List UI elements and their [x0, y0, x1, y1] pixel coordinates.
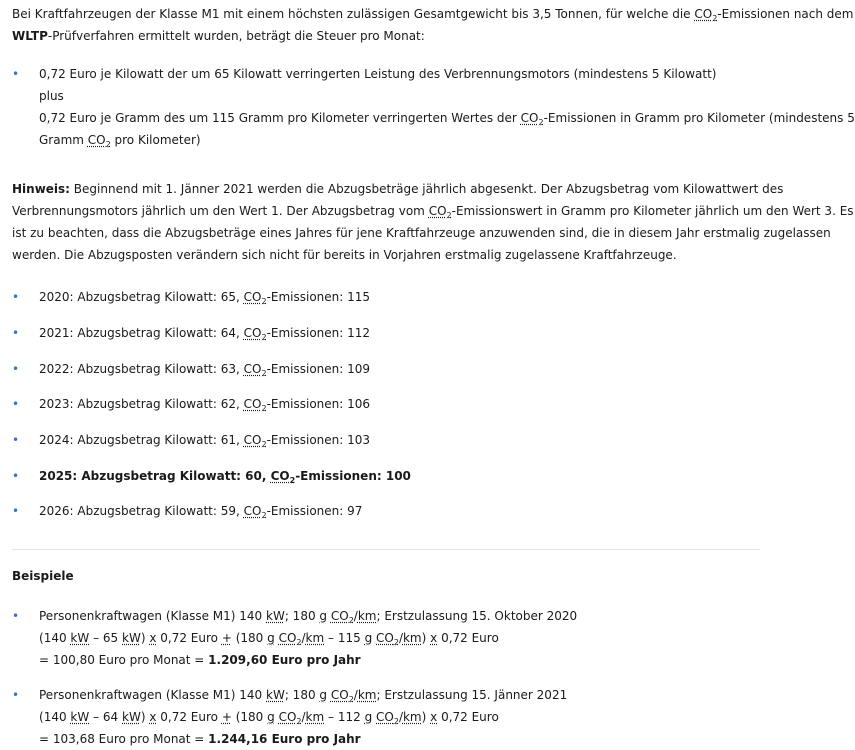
rate-line-kw: 0,72 Euro je Kilowatt der um 65 Kilowatt verringerten Leistung des Verbrennungsmotors (mindestens 5 Kilowatt): [39, 67, 717, 81]
co2-value: 180: [240, 710, 264, 724]
co2-text: CO: [243, 290, 262, 304]
rate-plus: plus: [39, 89, 64, 103]
monthly-result: = 103,68 Euro pro Monat =: [39, 732, 209, 746]
year-emissions: -Emissionen: 106: [266, 397, 371, 411]
km-abbr: km: [305, 631, 325, 645]
year-text: 2026: Abzugsbetrag Kilowatt: 59,: [39, 504, 244, 518]
year-text: 2023: Abzugsbetrag Kilowatt: 62,: [39, 397, 244, 411]
co2-subscript: 2: [261, 440, 267, 449]
co2-abbr: [244, 397, 267, 411]
co2-abbr: [244, 290, 267, 304]
hint-line-4: werden. Die Abzugsposten verändern sich nicht für bereits in Vorjahren erstmalig zugelassene Kraftfahrzeuge.: [12, 248, 677, 262]
section-divider: [12, 549, 760, 550]
times-sign: x: [149, 631, 157, 645]
example-result-line: [39, 728, 760, 750]
example-text: ; 180: [284, 609, 320, 623]
rate-text-4a: Gramm: [39, 133, 88, 147]
intro-text-3: -Prüfverfahren ermittelt wurden, beträgt die Steuer pro Monat:: [47, 29, 425, 43]
gram-abbr: g: [267, 710, 275, 724]
bullet-icon: •: [12, 362, 20, 376]
monthly-result: = 100,80 Euro pro Monat =: [39, 653, 209, 667]
co2-deduction: 115: [337, 631, 361, 645]
year-emissions: -Emissionen: 103: [266, 433, 371, 447]
kw-abbr: kW: [266, 688, 285, 702]
co2-subscript: 2: [538, 118, 544, 127]
year-list-item: [12, 393, 760, 415]
km-abbr: km: [402, 710, 422, 724]
hint-text-2a: Verbrennungsmotors jährlich um den Wert 1. Der Abzugsbetrag vom: [12, 204, 429, 218]
bullet-icon: •: [12, 469, 20, 483]
kw-value: 140: [43, 631, 67, 645]
co2-subscript: 2: [261, 404, 267, 413]
rate-text-3b: -Emissionen in Gramm pro Kilometer (mindestens 5: [543, 111, 855, 125]
example-text: ; 180: [284, 688, 320, 702]
co2-abbr: [244, 433, 267, 447]
rate-value: 0,72 Euro: [160, 631, 218, 645]
example-vehicle-line: Personenkraftwagen (Klasse M1) 140 kW; 180 g $CO_2/km$; Erstzulassung 15. Jänner 2021: [39, 688, 568, 704]
bullet-icon: •: [12, 688, 20, 702]
co2-abbr: [429, 204, 452, 218]
kw-value: 140: [43, 710, 67, 724]
example-text: ; Erstzulassung 15. Jänner 2021: [376, 688, 568, 702]
year-emissions: -Emissionen: 112: [266, 326, 371, 340]
rate-value: 0,72 Euro: [441, 631, 499, 645]
co2-abbr: [279, 710, 302, 724]
kw-abbr: kW: [70, 710, 90, 724]
co2-text: CO: [376, 710, 394, 724]
co2-subscript: 2: [446, 211, 452, 220]
co2-abbr: [88, 133, 111, 147]
co2-text: CO: [243, 504, 262, 518]
co2-subscript: 2: [261, 297, 267, 306]
co2-abbr: [331, 688, 354, 702]
hint-text-1: Beginnend mit 1. Jänner 2021 werden die Abzugsbeträge jährlich abgesenkt. Der Abzugsbetrag vom Kilowattwert des: [69, 182, 784, 196]
co2-text: CO: [243, 433, 262, 447]
km-abbr: km: [357, 609, 377, 623]
co2-text: CO: [87, 133, 106, 147]
rate-text-3a: 0,72 Euro je Gramm des um 115 Gramm pro Kilometer verringerten Wertes der: [39, 111, 521, 125]
hint-text-2b: -Emissionswert in Gramm pro Kilometer jährlich um den Wert 3. Es: [451, 204, 854, 218]
kw-abbr: kW: [266, 609, 285, 623]
co2-text: CO: [243, 326, 262, 340]
bullet-icon: •: [12, 609, 20, 623]
co2-subscript: 2: [261, 369, 267, 378]
year-emissions: -Emissionen: 115: [266, 290, 371, 304]
co2-subscript: 2: [348, 616, 354, 625]
bullet-icon: •: [12, 326, 20, 340]
yearly-result: 1.209,60 Euro pro Jahr: [208, 653, 361, 667]
co2-subscript: 2: [261, 333, 267, 342]
yearly-result: 1.244,16 Euro pro Jahr: [208, 732, 361, 746]
hint-line-3: ist zu beachten, dass die Abzugsbeträge eines Jahres für jene Kraftfahrzeuge anzuwenden sind, die in diesem Jahr erstmalig zugelassen: [12, 226, 831, 240]
kw-deduction: 65: [102, 631, 119, 645]
km-abbr: km: [402, 631, 422, 645]
gram-abbr: g: [319, 609, 328, 623]
plus-sign: +: [221, 631, 232, 645]
year-list-item: [12, 500, 760, 522]
gram-abbr: g: [364, 631, 373, 645]
year-text: 2021: Abzugsbetrag Kilowatt: 64,: [39, 326, 244, 340]
co2-abbr: [244, 326, 267, 340]
year-content: [39, 322, 760, 344]
co2-text: CO: [376, 631, 394, 645]
co2-deduction: 112: [337, 710, 361, 724]
co2-abbr: [376, 631, 399, 645]
intro-text-2: -Emissionen nach dem: [717, 7, 854, 21]
hint-line-2: [12, 200, 854, 222]
year-list-item: [12, 322, 760, 344]
example-vehicle-line: Personenkraftwagen (Klasse M1) 140 kW; 180 g $CO_2/km$; Erstzulassung 15. Oktober 2020: [39, 609, 578, 625]
example-formula-line: (140 kW – 65 kW) x 0,72 Euro + (180 g $CO_2/km - 115$ g $CO_2/km$) x 0,72 Euro: [39, 631, 499, 647]
bullet-icon: •: [12, 67, 20, 81]
examples-heading: Beispiele: [12, 569, 74, 583]
co2-text: CO: [330, 688, 349, 702]
year-emissions: -Emissionen: 109: [266, 362, 371, 376]
co2-abbr: [279, 631, 302, 645]
co2-abbr: [271, 469, 296, 483]
co2-abbr: [331, 609, 354, 623]
intro-text-1: Bei Kraftfahrzeugen der Klasse M1 mit einem höchsten zulässigen Gesamtgewicht bis 3,5 Tonnen, für welche die: [12, 7, 695, 21]
year-text: 2022: Abzugsbetrag Kilowatt: 63,: [39, 362, 244, 376]
gram-abbr: g: [267, 631, 275, 645]
co2-subscript: 2: [296, 717, 302, 726]
kw-abbr: kW: [70, 631, 90, 645]
rate-line-co2: [39, 107, 855, 129]
times-sign: x: [430, 710, 438, 724]
co2-abbr: [521, 111, 544, 125]
hint-label: Hinweis:: [12, 182, 70, 196]
bullet-icon: •: [12, 504, 20, 518]
example-text: Personenkraftwagen (Klasse M1) 140: [39, 688, 266, 702]
year-content: [39, 500, 760, 522]
example-text: ; Erstzulassung 15. Oktober 2020: [376, 609, 578, 623]
gram-abbr: g: [364, 710, 373, 724]
co2-text: CO: [243, 362, 262, 376]
co2-subscript: 2: [393, 638, 399, 647]
times-sign: x: [430, 631, 438, 645]
example-text: Personenkraftwagen (Klasse M1) 140: [39, 609, 266, 623]
co2-text: CO: [278, 710, 297, 724]
wltp-term: WLTP: [12, 29, 48, 43]
co2-subscript: 2: [289, 476, 296, 485]
co2-abbr: [244, 362, 267, 376]
kw-abbr: kW: [122, 710, 141, 724]
year-list-item: [12, 286, 760, 308]
year-list-item-current: [12, 465, 760, 487]
year-content: [39, 465, 760, 487]
rate-text-4b: pro Kilometer): [110, 133, 201, 147]
co2-text: CO: [270, 469, 290, 483]
example-result-line: [39, 649, 760, 671]
co2-text: CO: [278, 631, 297, 645]
kw-deduction: 64: [102, 710, 119, 724]
co2-subscript: 2: [296, 638, 302, 647]
year-content: [39, 358, 760, 380]
co2-subscript: 2: [393, 717, 399, 726]
co2-text: CO: [520, 111, 539, 125]
gram-abbr: g: [319, 688, 328, 702]
co2-subscript: 2: [712, 14, 718, 23]
co2-abbr: [694, 7, 717, 21]
co2-text: CO: [428, 204, 447, 218]
co2-text: CO: [243, 397, 262, 411]
year-content: [39, 429, 760, 451]
intro-paragraph: [12, 3, 854, 47]
rate-line-unit: [39, 129, 760, 151]
year-content: [39, 393, 760, 415]
year-text: 2020: Abzugsbetrag Kilowatt: 65,: [39, 290, 244, 304]
year-text: 2025: Abzugsbetrag Kilowatt: 60,: [39, 469, 271, 483]
rate-content: [39, 63, 855, 151]
km-abbr: km: [305, 710, 325, 724]
example-content: [39, 684, 760, 750]
co2-subscript: 2: [348, 695, 354, 704]
hint-paragraph: [12, 178, 854, 266]
kw-abbr: kW: [122, 631, 141, 645]
year-content: [39, 286, 760, 308]
intro-line-1: [12, 3, 854, 25]
example-formula-line: (140 kW – 64 kW) x 0,72 Euro + (180 g $CO_2/km - 112$ g $CO_2/km$) x 0,72 Euro: [39, 710, 499, 726]
intro-line-2: [12, 25, 760, 47]
co2-value: 180: [240, 631, 264, 645]
co2-subscript: 2: [261, 511, 267, 520]
times-sign: x: [149, 710, 157, 724]
plus-sign: +: [221, 710, 232, 724]
year-list-item: [12, 358, 760, 380]
bullet-icon: •: [12, 290, 20, 304]
rate-value: 0,72 Euro: [441, 710, 499, 724]
co2-abbr: [376, 710, 399, 724]
year-list-item: [12, 429, 760, 451]
co2-text: CO: [330, 609, 349, 623]
bullet-icon: •: [12, 433, 20, 447]
year-text: 2024: Abzugsbetrag Kilowatt: 61,: [39, 433, 244, 447]
hint-line-1: [12, 178, 784, 200]
year-emissions: -Emissionen: 97: [266, 504, 363, 518]
co2-text: CO: [694, 7, 713, 21]
co2-subscript: 2: [105, 140, 111, 149]
co2-abbr: [244, 504, 267, 518]
example-content: [39, 605, 760, 671]
bullet-icon: •: [12, 397, 20, 411]
year-emissions: -Emissionen: 100: [295, 469, 411, 483]
km-abbr: km: [357, 688, 377, 702]
rate-value: 0,72 Euro: [160, 710, 218, 724]
